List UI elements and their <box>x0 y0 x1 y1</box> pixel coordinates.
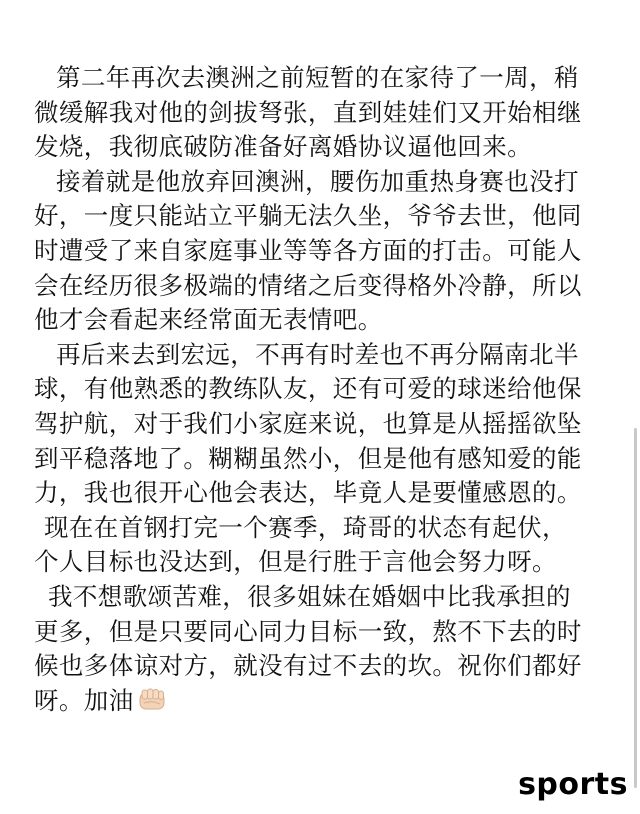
text-line: 好，一度只能站立平躺无法久坐，爷爷去世，他同 <box>34 201 582 231</box>
text-line: 呀。加油 <box>34 685 134 715</box>
paragraph-2 <box>34 165 606 338</box>
text-line: 球，有他熟悉的教练队友，还有可爱的球迷给他保 <box>34 374 582 404</box>
paragraph-4 <box>34 511 606 580</box>
text-line: 我不想歌颂苦难，很多姐妹在婚姻中比我承担的 <box>48 581 571 611</box>
text-line: 再后来去到宏远，不再有时差也不再分隔南北半 <box>56 339 579 369</box>
text-line: 更多，但是只要同心同力目标一致，熬不下去的时 <box>34 616 582 646</box>
scrollbar[interactable] <box>634 428 637 788</box>
text-line: 到平稳落地了。糊糊虽然小，但是他有感知爱的能 <box>34 443 582 473</box>
document-body <box>34 61 606 718</box>
text-line: 力，我也很开心他会表达，毕竟人是要懂感恩的。 <box>34 478 582 508</box>
text-line: 发烧，我彻底破防准备好离婚协议逼他回来。 <box>34 132 532 162</box>
paragraph-1 <box>34 61 606 165</box>
text-line: 第二年再次去澳洲之前短暂的在家待了一周，稍 <box>56 63 579 92</box>
paragraph-5 <box>34 580 606 718</box>
text-line: 接着就是他放弃回澳洲，腰伤加重热身赛也没打 <box>56 166 579 196</box>
text-line: 时遭受了来自家庭事业等等各方面的打击。可能人 <box>34 235 582 265</box>
oncoming-fist-icon <box>138 687 168 723</box>
text-line: 微缓解我对他的剑拔弩张，直到娃娃们又开始相继 <box>34 97 582 127</box>
text-line: 驾护航，对于我们小家庭来说，也算是从摇摇欲坠 <box>34 408 582 438</box>
text-line: 会在经历很多极端的情绪之后变得格外冷静，所以 <box>34 270 582 300</box>
paragraph-3 <box>34 338 606 511</box>
text-line-last <box>34 684 606 719</box>
text-line: 个人目标也没达到，但是行胜于言他会努力呀。 <box>34 547 557 577</box>
text-line: 他才会看起来经常面无表情吧。 <box>34 305 383 335</box>
watermark-logo: sports <box>518 767 628 802</box>
text-line: 现在在首钢打完一个赛季，琦哥的状态有起伏， <box>44 512 567 542</box>
text-line: 候也多体谅对方，就没有过不去的坎。祝你们都好 <box>34 651 582 681</box>
